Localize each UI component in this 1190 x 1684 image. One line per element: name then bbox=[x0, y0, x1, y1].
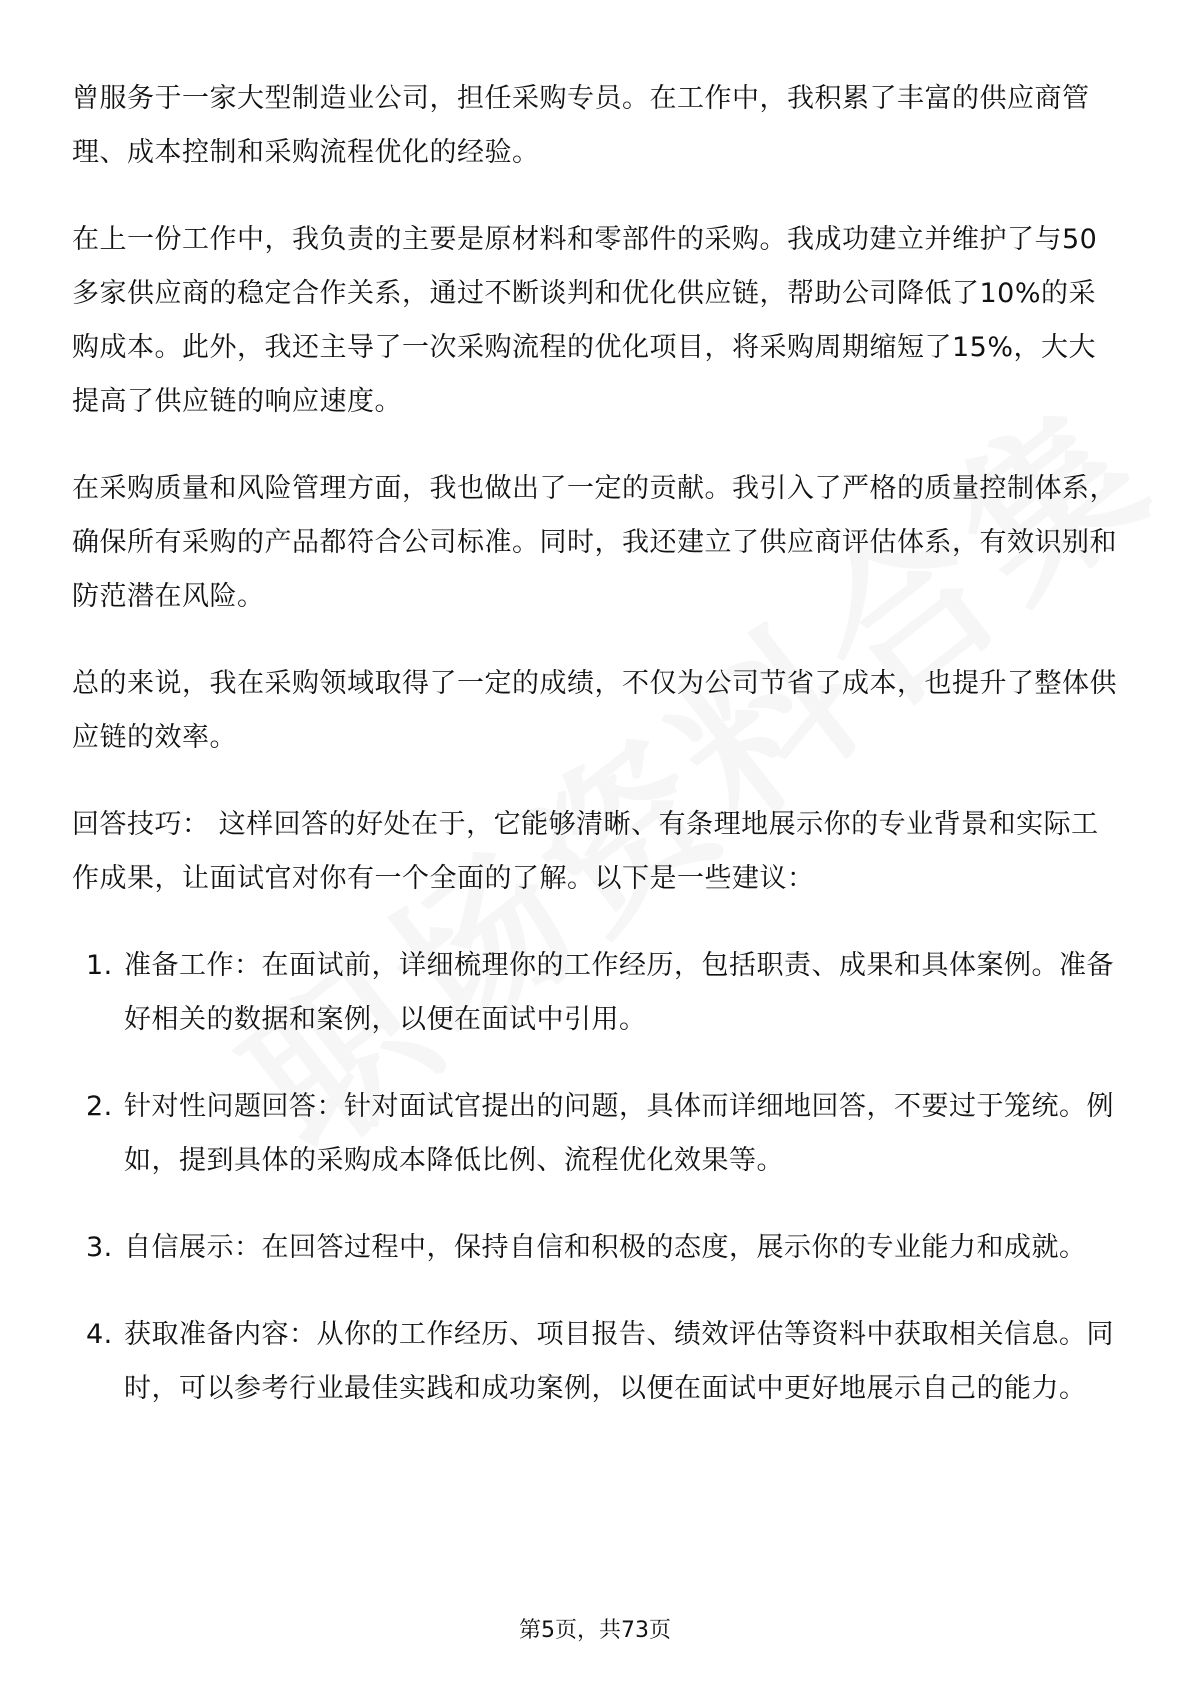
paragraph-answer-tips: 回答技巧： 这样回答的好处在于，它能够清晰、有条理地展示你的专业背景和实际工作成果，让面试官对你有一个全面的了解。以下是一些建议： bbox=[72, 809, 1099, 894]
document-body bbox=[72, 72, 1120, 1449]
paragraph-quality-risk: 在采购质量和风险管理方面，我也做出了一定的贡献。我引入了严格的质量控制体系，确保所有采购的产品都符合公司标准。同时，我还建立了供应商评估体系，有效识别和防范潜在风险。 bbox=[72, 473, 1117, 612]
list-item-text: 自信展示：在回答过程中，保持自信和积极的态度，展示你的专业能力和成就。 bbox=[124, 1232, 1087, 1263]
list-number: 2. bbox=[86, 1091, 113, 1122]
list-item bbox=[72, 1308, 1120, 1416]
tips-list bbox=[72, 939, 1120, 1416]
paragraph-background: 曾服务于一家大型制造业公司，担任采购专员。在工作中，我积累了丰富的供应商管理、成本控制和采购流程优化的经验。 bbox=[72, 83, 1090, 168]
paragraph-achievements: 在上一份工作中，我负责的主要是原材料和零部件的采购。我成功建立并维护了与50多家供应商的稳定合作关系，通过不断谈判和优化供应链，帮助公司降低了10%的采购成本。此外，我还主导了一次采购流程的优化项目，将采购周期缩短了15%，大大提高了供应链的响应速度。 bbox=[72, 224, 1098, 417]
list-item-text: 获取准备内容：从你的工作经历、项目报告、绩效评估等资料中获取相关信息。同时，可以参考行业最佳实践和成功案例，以便在面试中更好地展示自己的能力。 bbox=[124, 1319, 1114, 1404]
list-number: 3. bbox=[86, 1232, 113, 1263]
list-item bbox=[72, 939, 1120, 1047]
list-item bbox=[72, 1080, 1120, 1188]
list-number: 1. bbox=[86, 950, 113, 981]
page-number-footer: 第5页，共73页 bbox=[519, 1618, 671, 1643]
list-item-text: 针对性问题回答：针对面试官提出的问题，具体而详细地回答，不要过于笼统。例如，提到具体的采购成本降低比例、流程优化效果等。 bbox=[124, 1091, 1114, 1176]
list-item bbox=[72, 1221, 1120, 1275]
list-number: 4. bbox=[86, 1319, 113, 1350]
list-item-text: 准备工作：在面试前，详细梳理你的工作经历，包括职责、成果和具体案例。准备好相关的数据和案例，以便在面试中引用。 bbox=[124, 950, 1114, 1035]
paragraph-summary: 总的来说，我在采购领域取得了一定的成绩，不仅为公司节省了成本，也提升了整体供应链的效率。 bbox=[72, 668, 1117, 753]
